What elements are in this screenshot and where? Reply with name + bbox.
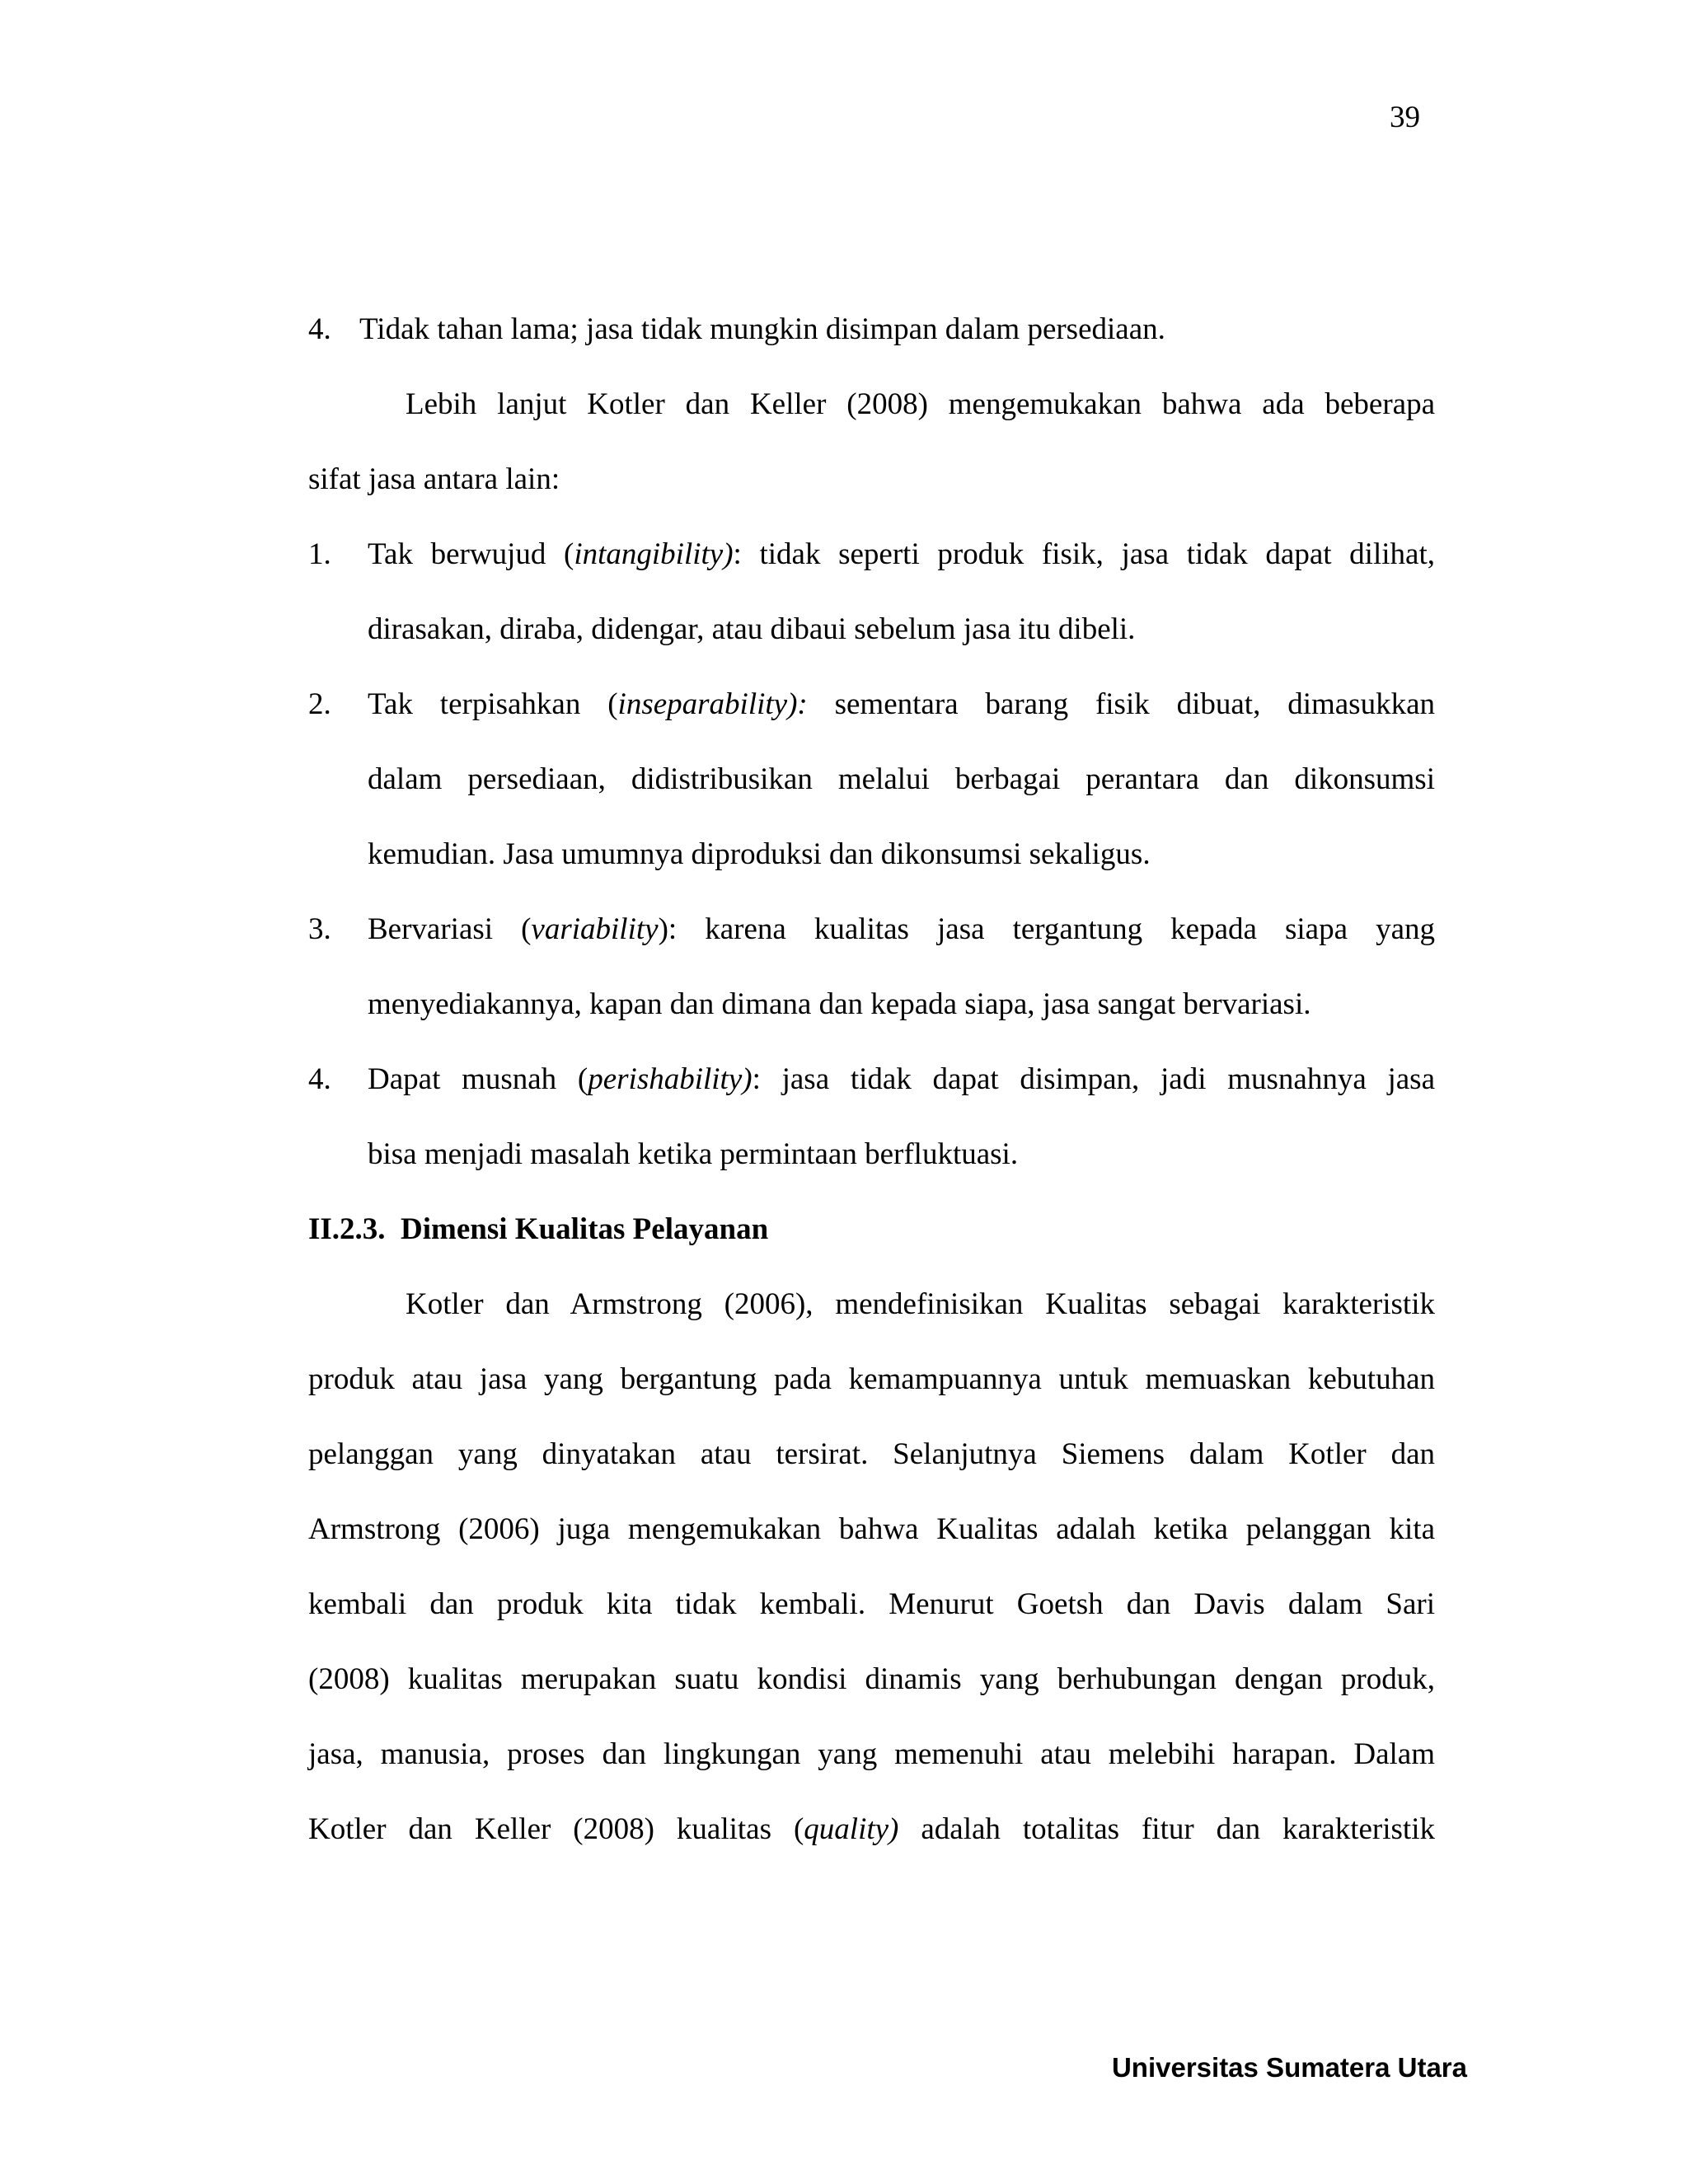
paragraph-2-line: jasa, manusia, proses dan lingkungan yang memenuhi atau melebihi harapan. Dalam <box>308 1737 1435 1771</box>
list-item-3 <box>308 905 1435 980</box>
paragraph-1-line-2: sifat jasa antara lain: <box>308 462 560 496</box>
paragraph-2-line: (2008) kualitas merupakan suatu kondisi dinamis yang berhubungan dengan produk, <box>308 1662 1435 1696</box>
paragraph-1-line-1: Lebih lanjut Kotler dan Keller (2008) mengemukakan bahwa ada beberapa <box>406 387 1435 421</box>
list-item-number: 4. <box>308 1062 331 1096</box>
document-body <box>308 305 1435 1880</box>
paragraph-2-line: kembali dan produk kita tidak kembali. Menurut Goetsh dan Davis dalam Sari <box>308 1587 1435 1621</box>
paragraph-2-last-rest: adalah totalitas fitur dan karakteristik <box>898 1812 1435 1846</box>
page-number: 39 <box>1390 101 1420 134</box>
intro-item-number: 4. <box>308 312 331 346</box>
intro-list-item <box>308 305 1435 380</box>
paragraph-2-last-line <box>308 1805 1435 1880</box>
intro-item-text: Tidak tahan lama; jasa tidak mungkin disimpan dalam persediaan. <box>359 312 1165 346</box>
list-item-4 <box>308 1055 1435 1130</box>
list-item-4-continuation: bisa menjadi masalah ketika permintaan berfluktuasi. <box>368 1137 1019 1171</box>
paragraph-2-line: pelanggan yang dinyatakan atau tersirat. Selanjutnya Siemens dalam Kotler dan <box>308 1437 1435 1471</box>
paragraph-2-last-prefix: Kotler dan Keller (2008) kualitas ( <box>308 1812 804 1846</box>
list-item-rest: ): karena kualitas jasa tergantung kepada siapa yang <box>658 912 1435 946</box>
list-item-term: inseparability): <box>617 687 808 721</box>
list-item-term: variability <box>531 912 659 946</box>
list-item-rest: sementara barang fisik dibuat, dimasukkan <box>807 687 1436 721</box>
list-item-prefix: Tak berwujud ( <box>368 537 574 571</box>
list-item-1-continuation: dirasakan, diraba, didengar, atau dibaui sebelum jasa itu dibeli. <box>368 612 1136 646</box>
page-footer: Universitas Sumatera Utara <box>1111 2052 1467 2083</box>
list-item-rest: : jasa tidak dapat disimpan, jadi musnahnya jasa <box>752 1062 1435 1096</box>
list-item-term: intangibility) <box>574 537 734 571</box>
list-item-prefix: Tak terpisahkan ( <box>368 687 618 721</box>
list-item-number: 2. <box>308 687 331 721</box>
paragraph-2-line: Kotler dan Armstrong (2006), mendefinisikan Kualitas sebagai karakteristik <box>406 1287 1435 1321</box>
list-item-3-continuation: menyediakannya, kapan dan dimana dan kepada siapa, jasa sangat bervariasi. <box>368 987 1311 1021</box>
paragraph-2-line: produk atau jasa yang bergantung pada kemampuannya untuk memuaskan kebutuhan <box>308 1362 1435 1396</box>
section-heading: II.2.3. Dimensi Kualitas Pelayanan <box>308 1212 769 1246</box>
list-item-number: 3. <box>308 912 331 946</box>
list-item-term: perishability) <box>588 1062 753 1096</box>
list-item-number: 1. <box>308 537 331 571</box>
list-item-prefix: Dapat musnah ( <box>368 1062 588 1096</box>
list-item-1 <box>308 530 1435 605</box>
list-item-2-continuation: kemudian. Jasa umumnya diproduksi dan dikonsumsi sekaligus. <box>368 837 1151 871</box>
list-item-2 <box>308 680 1435 755</box>
paragraph-2-last-term: quality) <box>804 1812 899 1846</box>
list-item-rest: : tidak seperti produk fisik, jasa tidak dapat dilihat, <box>733 537 1435 571</box>
paragraph-2-line: Armstrong (2006) juga mengemukakan bahwa Kualitas adalah ketika pelanggan kita <box>308 1512 1435 1546</box>
list-item-2-continuation: dalam persediaan, didistribusikan melalui berbagai perantara dan dikonsumsi <box>368 762 1435 796</box>
list-item-prefix: Bervariasi ( <box>368 912 532 946</box>
